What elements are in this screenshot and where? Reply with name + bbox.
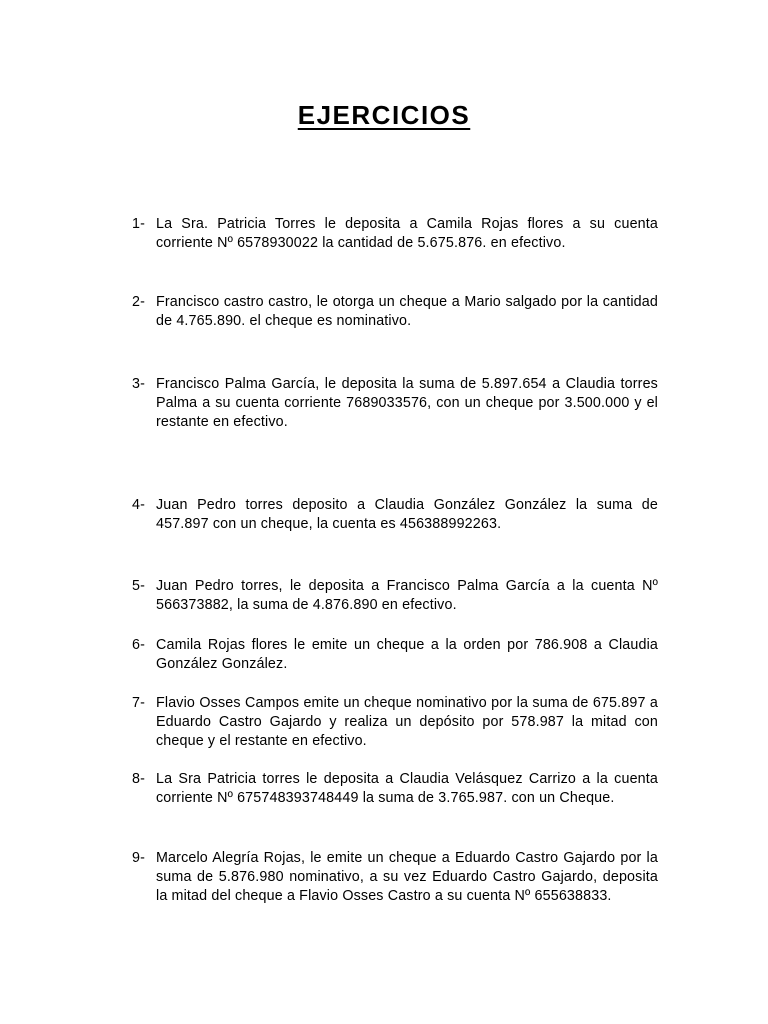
exercise-text: La Sra. Patricia Torres le deposita a Camila Rojas flores a su cuenta corriente Nº 6578930022 la cantidad de 5.675.876. en efectivo. <box>156 216 658 252</box>
exercise-item <box>132 375 658 433</box>
exercise-item <box>132 849 658 907</box>
exercise-text: Juan Pedro torres, le deposita a Francisco Palma García a la cuenta Nº 566373882, la suma de 4.876.890 en efectivo. <box>156 578 658 614</box>
exercise-number: 7- <box>132 695 146 711</box>
exercise-text: Flavio Osses Campos emite un cheque nominativo por la suma de 675.897 a Eduardo Castro Gajardo y realiza un depósito por 578.987 la mitad con cheque y el restante en efectivo. <box>156 695 658 750</box>
exercise-item <box>132 496 658 534</box>
exercise-item <box>132 215 658 253</box>
page-title: EJERCICIOS <box>297 100 471 130</box>
exercise-text: Francisco castro castro, le otorga un cheque a Mario salgado por la cantidad de 4.765.890. el cheque es nominativo. <box>156 294 658 330</box>
exercise-text: Francisco Palma García, le deposita la suma de 5.897.654 a Claudia torres Palma a su cuenta corriente 7689033576, con un cheque por 3.500.000 y el restante en efectivo. <box>156 376 658 431</box>
exercise-item <box>132 577 658 615</box>
exercise-number: 5- <box>132 578 146 594</box>
exercise-number: 6- <box>132 637 146 653</box>
exercise-item <box>132 694 658 752</box>
exercise-number: 3- <box>132 376 146 392</box>
exercise-number: 4- <box>132 497 146 513</box>
exercise-number: 2- <box>132 294 146 310</box>
exercise-number: 9- <box>132 850 146 866</box>
exercise-item <box>132 770 658 808</box>
exercise-text: Camila Rojas flores le emite un cheque a la orden por 786.908 a Claudia González González. <box>156 637 658 673</box>
exercise-text: La Sra Patricia torres le deposita a Claudia Velásquez Carrizo a la cuenta corriente Nº 675748393748449 la suma de 3.765.987. con un Cheque. <box>156 771 658 807</box>
exercise-item <box>132 293 658 331</box>
exercise-text: Juan Pedro torres deposito a Claudia González González la suma de 457.897 con un cheque, la cuenta es 456388992263. <box>156 497 658 533</box>
exercise-number: 1- <box>132 216 146 232</box>
exercise-item <box>132 636 658 674</box>
exercise-number: 8- <box>132 771 146 787</box>
exercise-text: Marcelo Alegría Rojas, le emite un cheque a Eduardo Castro Gajardo por la suma de 5.876.980 nominativo, a su vez Eduardo Castro Gajardo, deposita la mitad del cheque a Flavio Osses Castro a su cuenta Nº 655638833. <box>156 850 658 905</box>
